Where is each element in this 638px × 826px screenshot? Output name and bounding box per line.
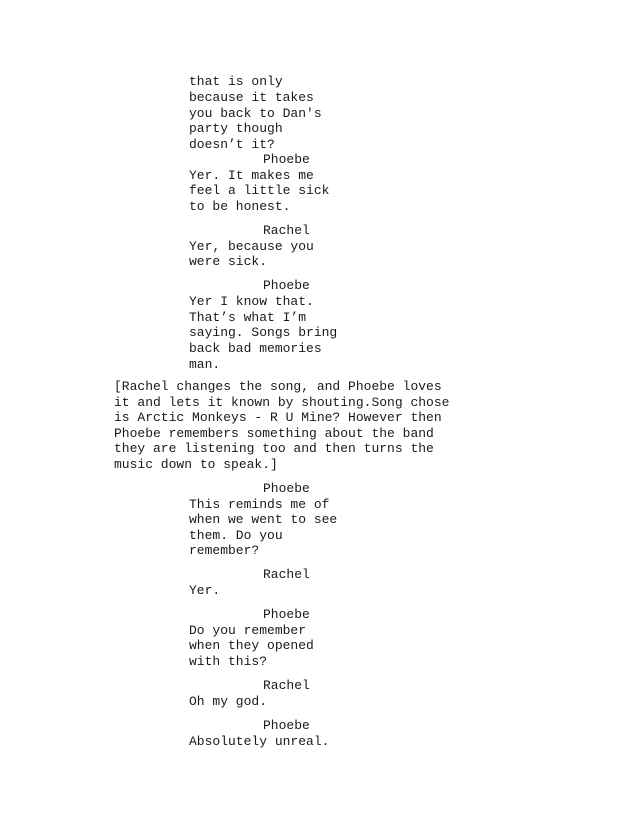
dialogue-line: That’s what I’m bbox=[189, 310, 307, 325]
dialogue-line: them. Do you bbox=[189, 528, 283, 543]
dialogue-line: man. bbox=[189, 357, 221, 372]
action-line: it and lets it known by shouting.Song chose bbox=[114, 395, 450, 410]
dialogue-line: Oh my god. bbox=[189, 694, 268, 709]
dialogue-line: Yer. bbox=[189, 583, 221, 598]
action-line: music down to speak.] bbox=[114, 457, 278, 472]
speaker-name: Phoebe bbox=[263, 481, 310, 496]
speaker-name: Rachel bbox=[263, 678, 310, 693]
dialogue-line: because it takes bbox=[189, 90, 314, 105]
speaker-name: Phoebe bbox=[263, 152, 310, 167]
dialogue-line: were sick. bbox=[189, 254, 268, 269]
dialogue-line: This reminds me of bbox=[189, 497, 330, 512]
action-line: is Arctic Monkeys - R U Mine? However then bbox=[114, 410, 442, 425]
dialogue-line: Do you remember bbox=[189, 623, 307, 638]
dialogue-line: you back to Dan's bbox=[189, 106, 322, 121]
speaker-name: Rachel bbox=[263, 567, 310, 582]
action-line: [Rachel changes the song, and Phoebe loves bbox=[114, 379, 442, 394]
dialogue-line: saying. Songs bring bbox=[189, 325, 338, 340]
dialogue-line: Yer I know that. bbox=[189, 294, 314, 309]
speaker-name: Phoebe bbox=[263, 607, 310, 622]
speaker-name: Rachel bbox=[263, 223, 310, 238]
speaker-name: Phoebe bbox=[263, 718, 310, 733]
dialogue-line: remember? bbox=[189, 543, 260, 558]
dialogue-line: that is only bbox=[189, 74, 283, 89]
dialogue-line: Yer, because you bbox=[189, 239, 314, 254]
dialogue-line: to be honest. bbox=[189, 199, 291, 214]
speaker-name: Phoebe bbox=[263, 278, 310, 293]
dialogue-line: when they opened bbox=[189, 638, 314, 653]
action-line: they are listening too and then turns the bbox=[114, 441, 434, 456]
dialogue-line: Yer. It makes me bbox=[189, 168, 314, 183]
dialogue-line: feel a little sick bbox=[189, 183, 330, 198]
dialogue-line: with this? bbox=[189, 654, 268, 669]
dialogue-line: party though bbox=[189, 121, 283, 136]
dialogue-line: Absolutely unreal. bbox=[189, 734, 330, 749]
dialogue-line: doesn’t it? bbox=[189, 137, 275, 152]
action-line: Phoebe remembers something about the band bbox=[114, 426, 434, 441]
dialogue-line: back bad memories bbox=[189, 341, 322, 356]
dialogue-line: when we went to see bbox=[189, 512, 338, 527]
